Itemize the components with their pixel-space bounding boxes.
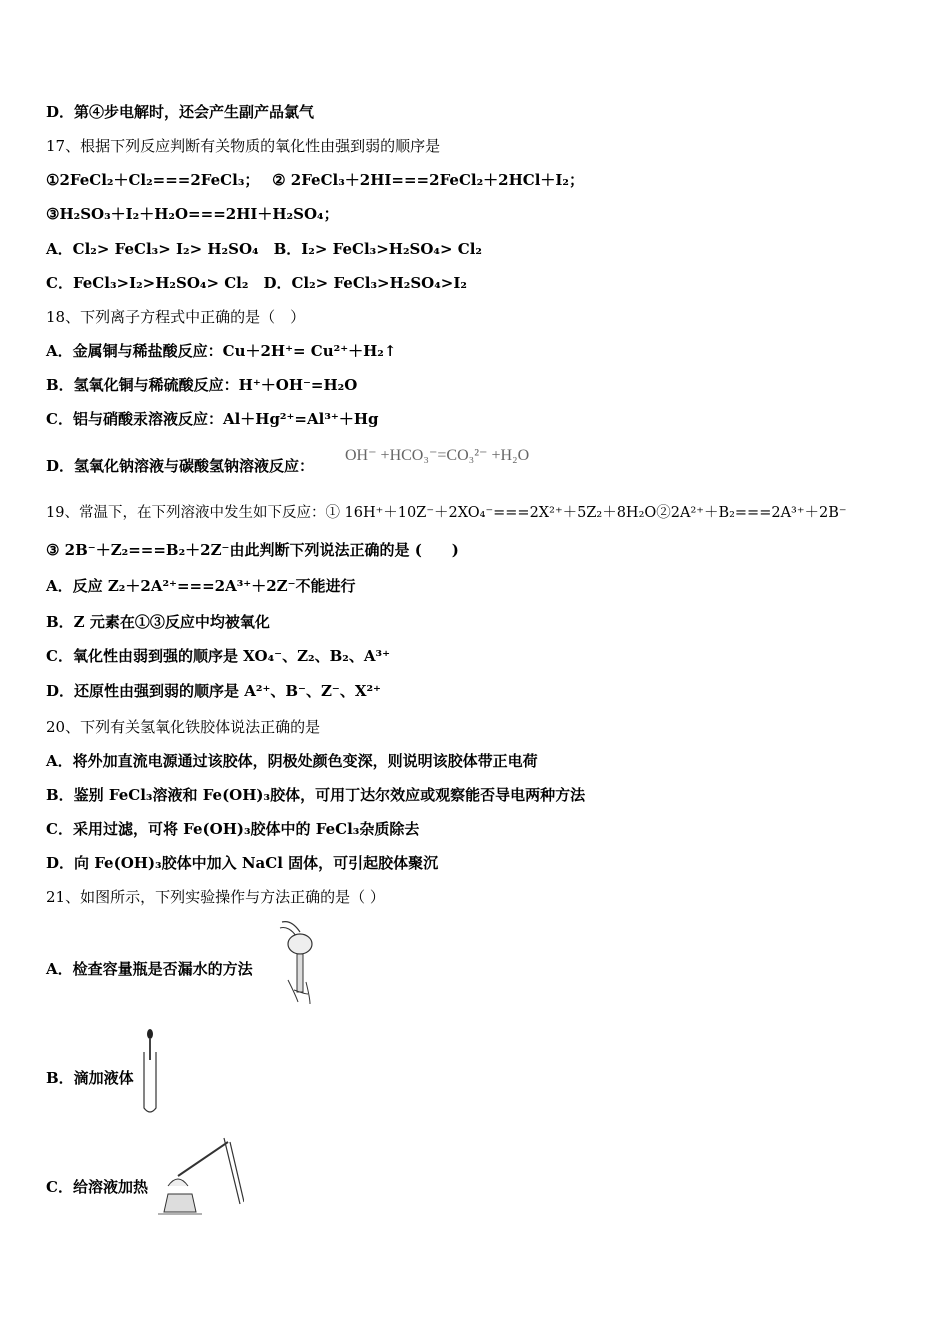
q17-stem: 17、根据下列反应判断有关物质的氧化性由强到弱的顺序是 — [46, 137, 441, 155]
q17-options-cd: C．FeCl₃>I₂>H₂SO₄> Cl₂ D．Cl₂> FeCl₃>H₂SO₄>I₂ — [46, 274, 467, 292]
heating-test-tube-figure — [158, 1136, 244, 1216]
q19-stem-cont: ③ 2B⁻＋Z₂===B₂＋2Z⁻由此判断下列说法正确的是 ( ) — [46, 541, 459, 559]
q18-option-d: D．氢氧化钠溶液与碳酸氢钠溶液反应： — [46, 457, 315, 475]
dropper-test-tube-figure — [140, 1028, 162, 1116]
q18-option-b: B．氢氧化铜与稀硫酸反应：H⁺＋OH⁻=H₂O — [46, 376, 358, 394]
q19-option-d: D．还原性由强到弱的顺序是 A²⁺、B⁻、Z⁻、X²⁺ — [46, 682, 381, 700]
q20-option-b: B．鉴别 FeCl₃溶液和 Fe(OH)₃胶体，可用丁达尔效应或观察能否导电两种方法 — [46, 786, 586, 804]
q19-option-a: A．反应 Z₂＋2A²⁺===2A³⁺＋2Z⁻不能进行 — [46, 577, 356, 595]
q21-option-c: C．给溶液加热 — [46, 1178, 148, 1196]
q19-stem: 19、常温下，在下列溶液中发生如下反应：① 16H⁺＋10Z⁻＋2XO₄⁻===2X²⁺＋5Z₂＋8H₂O②2A²⁺＋B₂===2A³⁺＋2B⁻ — [46, 505, 847, 521]
q20-option-d: D．向 Fe(OH)₃胶体中加入 NaCl 固体，可引起胶体聚沉 — [46, 854, 439, 872]
q20-stem: 20、下列有关氢氧化铁胶体说法正确的是 — [46, 718, 321, 736]
q19-option-c: C．氧化性由弱到强的顺序是 XO₄⁻、Z₂、B₂、A³⁺ — [46, 647, 390, 665]
q21-stem: 21、如图所示，下列实验操作与方法正确的是（ ） — [46, 888, 385, 906]
q17-reaction-3: ③H₂SO₃＋I₂＋H₂O===2HI＋H₂SO₄； — [46, 205, 339, 223]
q16-option-d: D．第④步电解时，还会产生副产品氯气 — [46, 103, 315, 121]
q18-option-c: C．铝与硝酸汞溶液反应：Al＋Hg²⁺=Al³⁺＋Hg — [46, 410, 379, 428]
q18-option-a: A．金属铜与稀盐酸反应：Cu＋2H⁺= Cu²⁺＋H₂↑ — [46, 342, 397, 360]
q20-option-a: A．将外加直流电源通过该胶体，阴极处颜色变深，则说明该胶体带正电荷 — [46, 752, 538, 770]
volumetric-flask-figure — [276, 918, 320, 1006]
q18-option-d-formula: OH⁻ +HCO₃⁻=CO₃²⁻ +H₂O — [345, 447, 530, 464]
q17-reactions-1-2: ①2FeCl₂＋Cl₂===2FeCl₃； ② 2FeCl₃＋2HI===2FeCl₂＋2HCl＋I₂； — [46, 171, 584, 189]
q20-option-c: C．采用过滤，可将 Fe(OH)₃胶体中的 FeCl₃杂质除去 — [46, 820, 420, 838]
q21-option-b: B．滴加液体 — [46, 1069, 134, 1087]
q19-option-b: B．Z 元素在①③反应中均被氧化 — [46, 613, 270, 631]
q21-option-a: A．检查容量瓶是否漏水的方法 — [46, 960, 253, 978]
q18-stem: 18、下列离子方程式中正确的是（ ） — [46, 308, 306, 326]
q17-options-ab: A．Cl₂> FeCl₃> I₂> H₂SO₄ B．I₂> FeCl₃>H₂SO₄> Cl₂ — [46, 240, 483, 258]
